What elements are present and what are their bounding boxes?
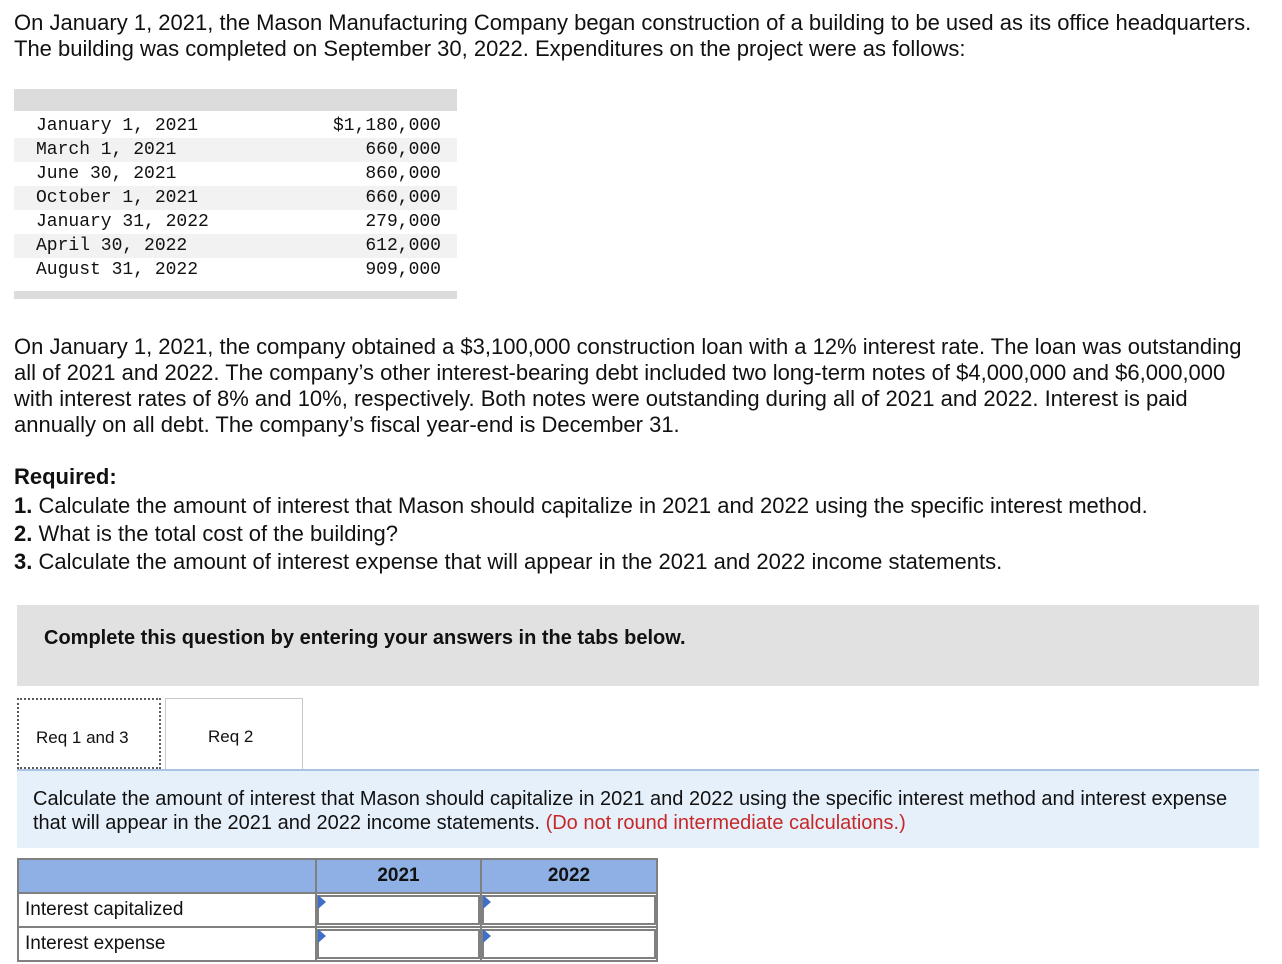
list-item [14, 548, 1274, 576]
list-item [14, 492, 1274, 520]
cell-expense-2022 [481, 927, 657, 961]
list-item [14, 520, 1274, 548]
expenditure-date: January 1, 2021 [36, 116, 199, 136]
expenditure-amount: $1,180,000 [332, 116, 441, 136]
tab-req-2[interactable] [165, 698, 303, 769]
input-flag-icon [483, 929, 491, 943]
header-blank-cell [18, 859, 316, 893]
table-row [14, 234, 457, 258]
input-flag-icon [318, 895, 326, 909]
expenditures-grid [14, 114, 457, 282]
expenditure-date: June 30, 2021 [36, 164, 177, 184]
table-row [14, 114, 457, 138]
expenditure-amount: 860,000 [365, 164, 441, 184]
item-text: What is the total cost of the building? [38, 521, 399, 546]
expenditure-amount: 909,000 [365, 260, 441, 280]
problem-intro: On January 1, 2021, the Mason Manufacturing Company began construction of a building to be used as its office headquarters. The building was completed on September 30, 2022. Expenditures on the project were as follows: [14, 10, 1252, 61]
input-flag-icon [318, 929, 326, 943]
cell-capitalized-2021 [316, 893, 481, 927]
loan-paragraph: On January 1, 2021, the company obtained a $3,100,000 construction loan with a 12% interest rate. The loan was outstanding all of 2021 and 2022. The company’s other interest-bearing debt included two long-term notes of $4,000,000 and $6,000,000 with interest rates of 8% and 10%, respectively. Both notes were outstanding during all of 2021 and 2022. Interest is paid annually on all debt. The company’s fiscal year-end is December 31. [14, 334, 1242, 437]
tab-label: Req 2 [208, 727, 254, 746]
table-row [18, 927, 657, 961]
row-label-interest-expense: Interest expense [18, 927, 316, 961]
interest-expense-2021-input[interactable] [317, 929, 480, 959]
tab-instruction-panel [17, 769, 1259, 848]
expenditure-amount: 660,000 [285, 138, 457, 162]
expenditure-date: January 31, 2022 [36, 212, 209, 232]
item-text: Calculate the amount of interest expense that will appear in the 2021 and 2022 income statements. [38, 549, 1003, 574]
item-number: 2. [14, 521, 33, 546]
instruction-text [33, 787, 1243, 835]
tab-label: Req 1 and 3 [36, 728, 129, 747]
item-text: Calculate the amount of interest that Mason should capitalize in 2021 and 2022 using the specific interest method. [38, 493, 1148, 518]
table-top-bar [14, 89, 457, 111]
cell-expense-2021 [316, 927, 481, 961]
table-row [14, 162, 457, 186]
banner-text: Complete this question by entering your answers in the tabs below. [44, 627, 686, 649]
table-row [14, 138, 457, 162]
table-row [14, 210, 457, 234]
expenditure-amount: 612,000 [285, 234, 457, 258]
instructions-banner [17, 605, 1259, 686]
header-row [18, 859, 657, 893]
expenditures-table [14, 89, 457, 299]
instruction-body: Calculate the amount of interest that Mason should capitalize in 2021 and 2022 using the specific interest method and interest expense that will appear in the 2021 and 2022 income statements. [33, 788, 1228, 834]
expenditure-amount: 660,000 [285, 186, 457, 210]
required-list [14, 492, 1274, 576]
table-row [14, 258, 457, 282]
required-heading: Required: [14, 464, 117, 489]
expenditure-date: October 1, 2021 [14, 186, 285, 210]
input-flag-icon [483, 895, 491, 909]
table-row [18, 893, 657, 927]
interest-capitalized-2021-input[interactable] [317, 895, 480, 925]
answer-table [17, 858, 658, 962]
item-number: 3. [14, 549, 33, 574]
table-row [14, 186, 457, 210]
expenditure-amount: 279,000 [365, 212, 441, 232]
expenditure-date: March 1, 2021 [14, 138, 285, 162]
expenditure-date: April 30, 2022 [14, 234, 285, 258]
expenditure-date: August 31, 2022 [36, 260, 199, 280]
column-header-2021: 2021 [316, 859, 481, 893]
item-number: 1. [14, 493, 33, 518]
row-label-interest-capitalized: Interest capitalized [18, 893, 316, 927]
tab-req-1-and-3[interactable] [17, 698, 161, 769]
table-bottom-bar [14, 291, 457, 299]
column-header-2022: 2022 [481, 859, 657, 893]
interest-expense-2022-input[interactable] [482, 929, 656, 959]
interest-capitalized-2022-input[interactable] [482, 895, 656, 925]
rounding-note: (Do not round intermediate calculations.) [545, 812, 906, 834]
cell-capitalized-2022 [481, 893, 657, 927]
